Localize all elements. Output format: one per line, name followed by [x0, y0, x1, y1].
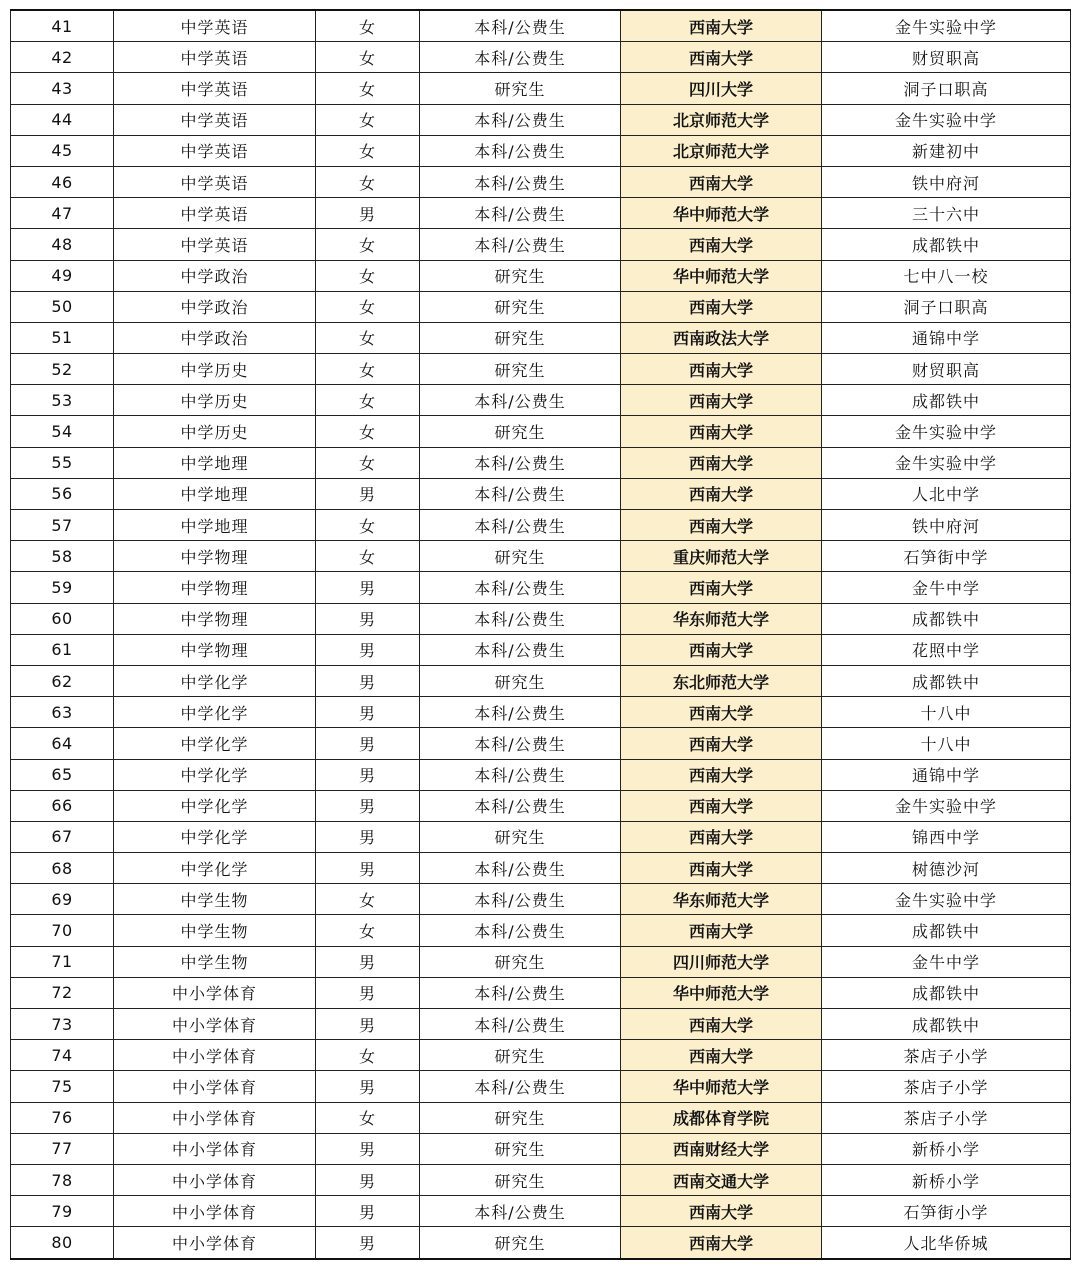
- cell-gender: 男: [316, 1071, 420, 1102]
- table-row: [11, 821, 1071, 852]
- cell-gender: 女: [316, 104, 420, 135]
- cell-number: 62: [11, 665, 114, 696]
- cell-education: 本科/公费生: [420, 1196, 621, 1227]
- cell-subject: 中学物理: [114, 634, 316, 665]
- cell-subject: 中学物理: [114, 541, 316, 572]
- cell-gender: 女: [316, 354, 420, 385]
- cell-school: 人北中学: [822, 478, 1071, 509]
- cell-subject: 中学化学: [114, 821, 316, 852]
- cell-university: 西南大学: [621, 416, 822, 447]
- cell-school: 金牛实验中学: [822, 447, 1071, 478]
- cell-education: 本科/公费生: [420, 790, 621, 821]
- cell-university: 西南大学: [621, 42, 822, 73]
- cell-education: 研究生: [420, 946, 621, 977]
- cell-school: 财贸职高: [822, 354, 1071, 385]
- cell-school: 铁中府河: [822, 166, 1071, 197]
- cell-university: 西南政法大学: [621, 322, 822, 353]
- cell-school: 通锦中学: [822, 322, 1071, 353]
- cell-number: 66: [11, 790, 114, 821]
- cell-education: 本科/公费生: [420, 447, 621, 478]
- cell-gender: 男: [316, 1227, 420, 1259]
- cell-education: 本科/公费生: [420, 697, 621, 728]
- cell-gender: 女: [316, 416, 420, 447]
- cell-university: 西南大学: [621, 1196, 822, 1227]
- cell-number: 52: [11, 354, 114, 385]
- cell-school: 洞子口职高: [822, 291, 1071, 322]
- cell-subject: 中学政治: [114, 322, 316, 353]
- cell-university: 东北师范大学: [621, 665, 822, 696]
- cell-university: 西南大学: [621, 634, 822, 665]
- cell-number: 44: [11, 104, 114, 135]
- cell-education: 本科/公费生: [420, 135, 621, 166]
- cell-subject: 中学地理: [114, 510, 316, 541]
- cell-gender: 女: [316, 291, 420, 322]
- cell-education: 研究生: [420, 1133, 621, 1164]
- table-row: [11, 198, 1071, 229]
- table-row: [11, 728, 1071, 759]
- cell-subject: 中学地理: [114, 478, 316, 509]
- cell-education: 研究生: [420, 1227, 621, 1259]
- cell-school: 花照中学: [822, 634, 1071, 665]
- cell-number: 70: [11, 915, 114, 946]
- cell-school: 石笋街中学: [822, 541, 1071, 572]
- cell-education: 研究生: [420, 1102, 621, 1133]
- cell-subject: 中学化学: [114, 697, 316, 728]
- cell-education: 本科/公费生: [420, 977, 621, 1008]
- cell-subject: 中学化学: [114, 665, 316, 696]
- cell-university: 西南大学: [621, 790, 822, 821]
- cell-gender: 女: [316, 447, 420, 478]
- cell-subject: 中小学体育: [114, 1102, 316, 1133]
- cell-school: 成都铁中: [822, 603, 1071, 634]
- table-row: [11, 603, 1071, 634]
- table-row: [11, 291, 1071, 322]
- table-row: [11, 10, 1071, 42]
- cell-education: 本科/公费生: [420, 884, 621, 915]
- cell-education: 本科/公费生: [420, 385, 621, 416]
- cell-number: 64: [11, 728, 114, 759]
- cell-university: 北京师范大学: [621, 104, 822, 135]
- cell-gender: 男: [316, 665, 420, 696]
- cell-number: 47: [11, 198, 114, 229]
- cell-university: 西南大学: [621, 821, 822, 852]
- cell-subject: 中学化学: [114, 759, 316, 790]
- cell-university: 西南大学: [621, 853, 822, 884]
- cell-gender: 女: [316, 166, 420, 197]
- table-row: [11, 260, 1071, 291]
- cell-school: 成都铁中: [822, 665, 1071, 696]
- cell-school: 成都铁中: [822, 385, 1071, 416]
- cell-gender: 女: [316, 229, 420, 260]
- cell-school: 财贸职高: [822, 42, 1071, 73]
- table-row: [11, 385, 1071, 416]
- table-row: [11, 478, 1071, 509]
- cell-education: 研究生: [420, 541, 621, 572]
- table-row: [11, 322, 1071, 353]
- cell-number: 45: [11, 135, 114, 166]
- cell-number: 67: [11, 821, 114, 852]
- cell-number: 50: [11, 291, 114, 322]
- cell-gender: 男: [316, 572, 420, 603]
- cell-university: 西南大学: [621, 447, 822, 478]
- cell-school: 茶店子小学: [822, 1040, 1071, 1071]
- table-row: [11, 853, 1071, 884]
- cell-school: 金牛中学: [822, 572, 1071, 603]
- cell-gender: 男: [316, 198, 420, 229]
- cell-school: 三十六中: [822, 198, 1071, 229]
- table-row: [11, 697, 1071, 728]
- table-row: [11, 166, 1071, 197]
- cell-education: 本科/公费生: [420, 1009, 621, 1040]
- cell-subject: 中学英语: [114, 198, 316, 229]
- cell-number: 57: [11, 510, 114, 541]
- cell-school: 洞子口职高: [822, 73, 1071, 104]
- cell-school: 成都铁中: [822, 1009, 1071, 1040]
- cell-subject: 中学政治: [114, 291, 316, 322]
- cell-university: 西南大学: [621, 1227, 822, 1259]
- cell-university: 成都体育学院: [621, 1102, 822, 1133]
- table-row: [11, 977, 1071, 1008]
- cell-gender: 男: [316, 977, 420, 1008]
- cell-university: 西南大学: [621, 510, 822, 541]
- table-row: [11, 1071, 1071, 1102]
- cell-gender: 男: [316, 1196, 420, 1227]
- cell-subject: 中小学体育: [114, 1196, 316, 1227]
- cell-education: 研究生: [420, 322, 621, 353]
- cell-number: 46: [11, 166, 114, 197]
- cell-number: 71: [11, 946, 114, 977]
- cell-university: 西南大学: [621, 915, 822, 946]
- cell-gender: 男: [316, 1133, 420, 1164]
- cell-gender: 女: [316, 42, 420, 73]
- table-row: [11, 1102, 1071, 1133]
- cell-university: 四川大学: [621, 73, 822, 104]
- cell-number: 76: [11, 1102, 114, 1133]
- table-body: [11, 10, 1071, 1259]
- cell-school: 金牛实验中学: [822, 104, 1071, 135]
- cell-subject: 中小学体育: [114, 1133, 316, 1164]
- cell-number: 55: [11, 447, 114, 478]
- table-row: [11, 1196, 1071, 1227]
- cell-school: 十八中: [822, 697, 1071, 728]
- cell-gender: 男: [316, 603, 420, 634]
- table-row: [11, 135, 1071, 166]
- cell-number: 43: [11, 73, 114, 104]
- cell-university: 西南大学: [621, 1009, 822, 1040]
- cell-university: 西南大学: [621, 728, 822, 759]
- table-row: [11, 1227, 1071, 1259]
- cell-education: 本科/公费生: [420, 603, 621, 634]
- cell-gender: 女: [316, 884, 420, 915]
- cell-number: 54: [11, 416, 114, 447]
- cell-gender: 女: [316, 510, 420, 541]
- cell-subject: 中学英语: [114, 104, 316, 135]
- cell-subject: 中小学体育: [114, 1227, 316, 1259]
- cell-gender: 女: [316, 260, 420, 291]
- cell-gender: 男: [316, 634, 420, 665]
- cell-number: 60: [11, 603, 114, 634]
- cell-school: 成都铁中: [822, 977, 1071, 1008]
- table-row: [11, 759, 1071, 790]
- cell-university: 西南大学: [621, 10, 822, 42]
- cell-school: 新建初中: [822, 135, 1071, 166]
- cell-school: 树德沙河: [822, 853, 1071, 884]
- cell-school: 锦西中学: [822, 821, 1071, 852]
- cell-subject: 中学政治: [114, 260, 316, 291]
- cell-school: 七中八一校: [822, 260, 1071, 291]
- cell-education: 本科/公费生: [420, 229, 621, 260]
- cell-school: 新桥小学: [822, 1133, 1071, 1164]
- cell-subject: 中学英语: [114, 42, 316, 73]
- table-row: [11, 510, 1071, 541]
- cell-university: 华中师范大学: [621, 198, 822, 229]
- cell-university: 北京师范大学: [621, 135, 822, 166]
- cell-number: 78: [11, 1164, 114, 1195]
- cell-subject: 中学生物: [114, 884, 316, 915]
- cell-gender: 男: [316, 946, 420, 977]
- cell-education: 研究生: [420, 354, 621, 385]
- cell-school: 石笋街小学: [822, 1196, 1071, 1227]
- cell-number: 59: [11, 572, 114, 603]
- cell-school: 成都铁中: [822, 229, 1071, 260]
- cell-gender: 女: [316, 135, 420, 166]
- cell-university: 西南大学: [621, 478, 822, 509]
- cell-subject: 中小学体育: [114, 1071, 316, 1102]
- table-row: [11, 1009, 1071, 1040]
- cell-education: 研究生: [420, 73, 621, 104]
- cell-university: 西南大学: [621, 229, 822, 260]
- cell-education: 本科/公费生: [420, 198, 621, 229]
- cell-university: 西南大学: [621, 697, 822, 728]
- cell-number: 41: [11, 10, 114, 42]
- cell-gender: 男: [316, 821, 420, 852]
- cell-school: 茶店子小学: [822, 1102, 1071, 1133]
- cell-education: 研究生: [420, 291, 621, 322]
- cell-subject: 中小学体育: [114, 1164, 316, 1195]
- cell-school: 金牛实验中学: [822, 790, 1071, 821]
- cell-education: 本科/公费生: [420, 104, 621, 135]
- cell-subject: 中小学体育: [114, 1009, 316, 1040]
- cell-gender: 男: [316, 1009, 420, 1040]
- cell-subject: 中学英语: [114, 73, 316, 104]
- cell-education: 研究生: [420, 1040, 621, 1071]
- table-row: [11, 354, 1071, 385]
- cell-university: 华中师范大学: [621, 977, 822, 1008]
- cell-school: 金牛实验中学: [822, 10, 1071, 42]
- cell-university: 西南大学: [621, 572, 822, 603]
- table-row: [11, 1040, 1071, 1071]
- cell-gender: 男: [316, 759, 420, 790]
- cell-education: 本科/公费生: [420, 915, 621, 946]
- cell-education: 本科/公费生: [420, 728, 621, 759]
- cell-subject: 中学化学: [114, 728, 316, 759]
- table-row: [11, 884, 1071, 915]
- cell-school: 金牛实验中学: [822, 416, 1071, 447]
- cell-number: 53: [11, 385, 114, 416]
- cell-number: 61: [11, 634, 114, 665]
- cell-number: 73: [11, 1009, 114, 1040]
- cell-number: 72: [11, 977, 114, 1008]
- table-row: [11, 1133, 1071, 1164]
- cell-number: 74: [11, 1040, 114, 1071]
- cell-subject: 中学地理: [114, 447, 316, 478]
- cell-number: 69: [11, 884, 114, 915]
- cell-gender: 女: [316, 541, 420, 572]
- cell-subject: 中学物理: [114, 603, 316, 634]
- cell-university: 西南大学: [621, 1040, 822, 1071]
- cell-number: 75: [11, 1071, 114, 1102]
- cell-university: 华中师范大学: [621, 260, 822, 291]
- cell-education: 本科/公费生: [420, 10, 621, 42]
- cell-number: 79: [11, 1196, 114, 1227]
- cell-number: 68: [11, 853, 114, 884]
- cell-education: 研究生: [420, 665, 621, 696]
- table-row: [11, 1164, 1071, 1195]
- cell-education: 本科/公费生: [420, 1071, 621, 1102]
- table-row: [11, 665, 1071, 696]
- cell-subject: 中小学体育: [114, 1040, 316, 1071]
- cell-gender: 女: [316, 322, 420, 353]
- cell-number: 48: [11, 229, 114, 260]
- cell-number: 58: [11, 541, 114, 572]
- table-row: [11, 229, 1071, 260]
- cell-gender: 男: [316, 697, 420, 728]
- cell-university: 西南财经大学: [621, 1133, 822, 1164]
- cell-gender: 男: [316, 1164, 420, 1195]
- table-row: [11, 572, 1071, 603]
- cell-subject: 中学化学: [114, 853, 316, 884]
- cell-university: 西南大学: [621, 759, 822, 790]
- cell-gender: 男: [316, 853, 420, 884]
- cell-gender: 女: [316, 1102, 420, 1133]
- cell-education: 研究生: [420, 1164, 621, 1195]
- cell-school: 人北华侨城: [822, 1227, 1071, 1259]
- cell-subject: 中学历史: [114, 385, 316, 416]
- cell-university: 西南大学: [621, 354, 822, 385]
- cell-education: 本科/公费生: [420, 853, 621, 884]
- cell-education: 研究生: [420, 821, 621, 852]
- cell-subject: 中学英语: [114, 10, 316, 42]
- table-row: [11, 541, 1071, 572]
- table-row: [11, 946, 1071, 977]
- cell-school: 金牛中学: [822, 946, 1071, 977]
- cell-number: 42: [11, 42, 114, 73]
- cell-education: 研究生: [420, 260, 621, 291]
- cell-subject: 中学生物: [114, 915, 316, 946]
- table-row: [11, 634, 1071, 665]
- cell-school: 铁中府河: [822, 510, 1071, 541]
- cell-gender: 女: [316, 385, 420, 416]
- cell-subject: 中学物理: [114, 572, 316, 603]
- cell-university: 西南大学: [621, 385, 822, 416]
- table-row: [11, 447, 1071, 478]
- table-row: [11, 915, 1071, 946]
- cell-number: 80: [11, 1227, 114, 1259]
- table-row: [11, 790, 1071, 821]
- cell-university: 西南交通大学: [621, 1164, 822, 1195]
- cell-subject: 中学历史: [114, 416, 316, 447]
- cell-number: 56: [11, 478, 114, 509]
- cell-number: 51: [11, 322, 114, 353]
- cell-subject: 中学英语: [114, 229, 316, 260]
- cell-gender: 男: [316, 728, 420, 759]
- recruitment-table: [10, 9, 1071, 1260]
- table-row: [11, 73, 1071, 104]
- table-row: [11, 416, 1071, 447]
- recruitment-table-container: [10, 9, 1070, 1260]
- cell-university: 重庆师范大学: [621, 541, 822, 572]
- cell-education: 本科/公费生: [420, 42, 621, 73]
- cell-subject: 中学英语: [114, 135, 316, 166]
- cell-gender: 女: [316, 1040, 420, 1071]
- cell-subject: 中学化学: [114, 790, 316, 821]
- cell-number: 65: [11, 759, 114, 790]
- cell-education: 研究生: [420, 416, 621, 447]
- cell-school: 新桥小学: [822, 1164, 1071, 1195]
- cell-subject: 中小学体育: [114, 977, 316, 1008]
- cell-university: 西南大学: [621, 291, 822, 322]
- cell-university: 华东师范大学: [621, 603, 822, 634]
- cell-subject: 中学英语: [114, 166, 316, 197]
- cell-university: 华东师范大学: [621, 884, 822, 915]
- cell-subject: 中学历史: [114, 354, 316, 385]
- cell-gender: 男: [316, 478, 420, 509]
- cell-university: 四川师范大学: [621, 946, 822, 977]
- cell-school: 十八中: [822, 728, 1071, 759]
- cell-school: 通锦中学: [822, 759, 1071, 790]
- cell-education: 本科/公费生: [420, 510, 621, 541]
- cell-number: 77: [11, 1133, 114, 1164]
- cell-education: 本科/公费生: [420, 166, 621, 197]
- cell-school: 茶店子小学: [822, 1071, 1071, 1102]
- cell-subject: 中学生物: [114, 946, 316, 977]
- cell-school: 金牛实验中学: [822, 884, 1071, 915]
- cell-education: 本科/公费生: [420, 478, 621, 509]
- cell-university: 华中师范大学: [621, 1071, 822, 1102]
- cell-number: 63: [11, 697, 114, 728]
- cell-education: 本科/公费生: [420, 634, 621, 665]
- cell-education: 本科/公费生: [420, 572, 621, 603]
- cell-gender: 女: [316, 915, 420, 946]
- table-row: [11, 104, 1071, 135]
- cell-university: 西南大学: [621, 166, 822, 197]
- cell-school: 成都铁中: [822, 915, 1071, 946]
- cell-gender: 女: [316, 10, 420, 42]
- cell-education: 本科/公费生: [420, 759, 621, 790]
- cell-gender: 女: [316, 73, 420, 104]
- cell-number: 49: [11, 260, 114, 291]
- cell-gender: 男: [316, 790, 420, 821]
- table-row: [11, 42, 1071, 73]
